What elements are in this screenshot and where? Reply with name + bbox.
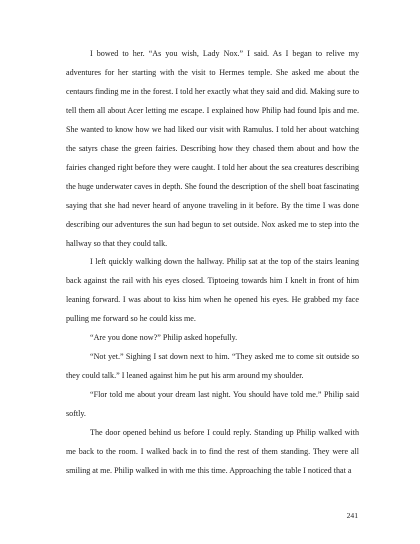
paragraph: “Not yet.” Sighing I sat down next to him. “They asked me to come sit outside so they could talk.” I leaned against him he put his arm around my shoulder. bbox=[66, 352, 359, 381]
paragraph: I bowed to her. “As you wish, Lady Nox.” I said. As I began to relive my adventures for her starting with the visit to Hermes temple. She asked me about the centaurs finding me in the forest. I told her exactly what they said and did. Making sure to tell them all about Acer letting me escape. I explained how Philip had found Ipis and me. She wanted to know how we had liked our visit with Ramulus. I told her about watching the satyrs chase the green fairies. Describing how they chased them about and how the fairies changed right before they were caught. I told her about the sea creatures describing the huge underwater caves in depth. She found the description of the shell boat fascinating saying that she had never heard of anyone traveling in it before. By the time I was done describing our adventures the sun had begun to set outside. Nox asked me to step into the hallway so that they could talk. bbox=[66, 49, 359, 248]
paragraph: I left quickly walking down the hallway. Philip sat at the top of the stairs leaning back against the rail with his eyes closed. Tiptoeing towards him I knelt in front of him leaning forward. I was about to kiss him when he opened his eyes. He grabbed my face pulling me forward so he could kiss me. bbox=[66, 257, 359, 324]
paragraph: The door opened behind us before I could reply. Standing up Philip walked with me back to the room. I walked back in to find the rest of them standing. They were all smiling at me. Philip walked in with me this time. Approaching the table I noticed that a bbox=[66, 428, 359, 475]
paragraph: “Flor told me about your dream last night. You should have told me.” Philip said softly. bbox=[66, 390, 359, 419]
page-number: 241 bbox=[346, 511, 358, 520]
body-text bbox=[66, 45, 359, 481]
paragraph: “Are you done now?” Philip asked hopefully. bbox=[90, 333, 238, 343]
